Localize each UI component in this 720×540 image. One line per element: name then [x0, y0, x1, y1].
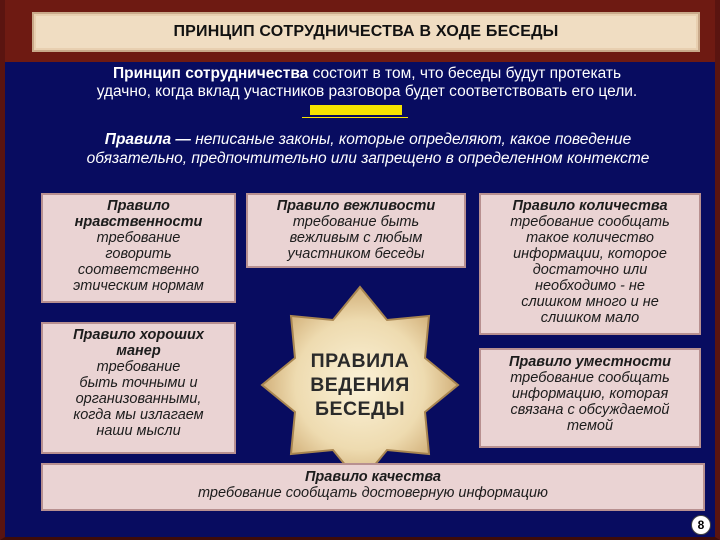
rule-card-manners [41, 322, 236, 454]
rule-desc-line: этическим нормам [73, 278, 204, 294]
rule-desc-line: соответственно [77, 262, 200, 278]
rule-desc-line: информации, которое [513, 246, 667, 262]
rule-desc-line: связана с обсуждаемой [510, 402, 670, 418]
rule-desc-line: такое количество [526, 230, 654, 246]
rule-desc-line: темой [566, 418, 614, 434]
cooperation-principle-text [27, 65, 707, 101]
center-label-line: БЕСЕДЫ [314, 398, 406, 420]
rule-desc-line: участником беседы [287, 246, 425, 262]
rule-desc-line: требование сообщать [510, 370, 670, 386]
rule-desc-line: говорить [105, 246, 172, 262]
rule-desc-line: требование быть [292, 214, 420, 230]
principle-term: Принцип сотрудничества [112, 65, 309, 82]
rules-definition-line1: неписаные законы, которые определяют, какое поведение [190, 131, 632, 148]
rule-desc-line: наши мысли [96, 423, 181, 439]
rules-definition-line2: обязательно, предпочтительно или запрещено в определенном контексте [86, 150, 650, 167]
rule-desc-line: быть точными и [79, 375, 198, 391]
rule-desc-line: требование сообщать [510, 214, 670, 230]
center-label-line: ВЕДЕНИЯ [310, 374, 410, 396]
rule-desc-line: слишком много и не [521, 294, 659, 310]
rule-card-quantity [479, 193, 701, 335]
yellow-underline [302, 117, 408, 118]
rule-desc-line: необходимо - не [535, 278, 645, 294]
rule-title: Правило качества [304, 469, 441, 485]
rule-desc-line: вежливым с любым [289, 230, 423, 246]
rule-desc-line: достаточно или [532, 262, 648, 278]
rule-desc-line: требование сообщать достоверную информацию [198, 485, 548, 501]
rule-card-quality [41, 463, 705, 511]
center-label [260, 285, 460, 485]
principle-text-line1: состоит в том, что беседы будут протекать [308, 65, 622, 82]
slide-title: ПРИНЦИП СОТРУДНИЧЕСТВА В ХОДЕ БЕСЕДЫ [32, 12, 700, 52]
rule-desc-line: требование [96, 359, 181, 375]
rule-title: нравственности [74, 214, 203, 230]
rule-desc-line: слишком мало [540, 310, 640, 326]
rule-desc-line: требование [96, 230, 181, 246]
rule-title: Правило [107, 198, 170, 214]
rule-card-moral [41, 193, 236, 303]
rule-title: манер [116, 343, 161, 359]
rule-card-politeness [246, 193, 466, 268]
rule-card-relevance [479, 348, 701, 448]
rule-desc-line: когда мы излагаем [73, 407, 204, 423]
rule-title: Правило уместности [508, 354, 672, 370]
rule-desc-line: организованными, [75, 391, 202, 407]
rule-title: Правило вежливости [276, 198, 436, 214]
rules-definition-text [23, 130, 713, 168]
principle-text-line2: удачно, когда вклад участников разговора будет соответствовать его цели. [96, 83, 638, 100]
page-number-badge: 8 [691, 515, 711, 535]
center-label-line: ПРАВИЛА [310, 350, 410, 372]
rule-desc-line: информацию, которая [511, 386, 669, 402]
rule-title: Правило хороших [73, 327, 204, 343]
rule-title: Правило количества [512, 198, 668, 214]
rules-term: Правила — [104, 131, 191, 148]
yellow-highlight-mark [310, 105, 402, 115]
